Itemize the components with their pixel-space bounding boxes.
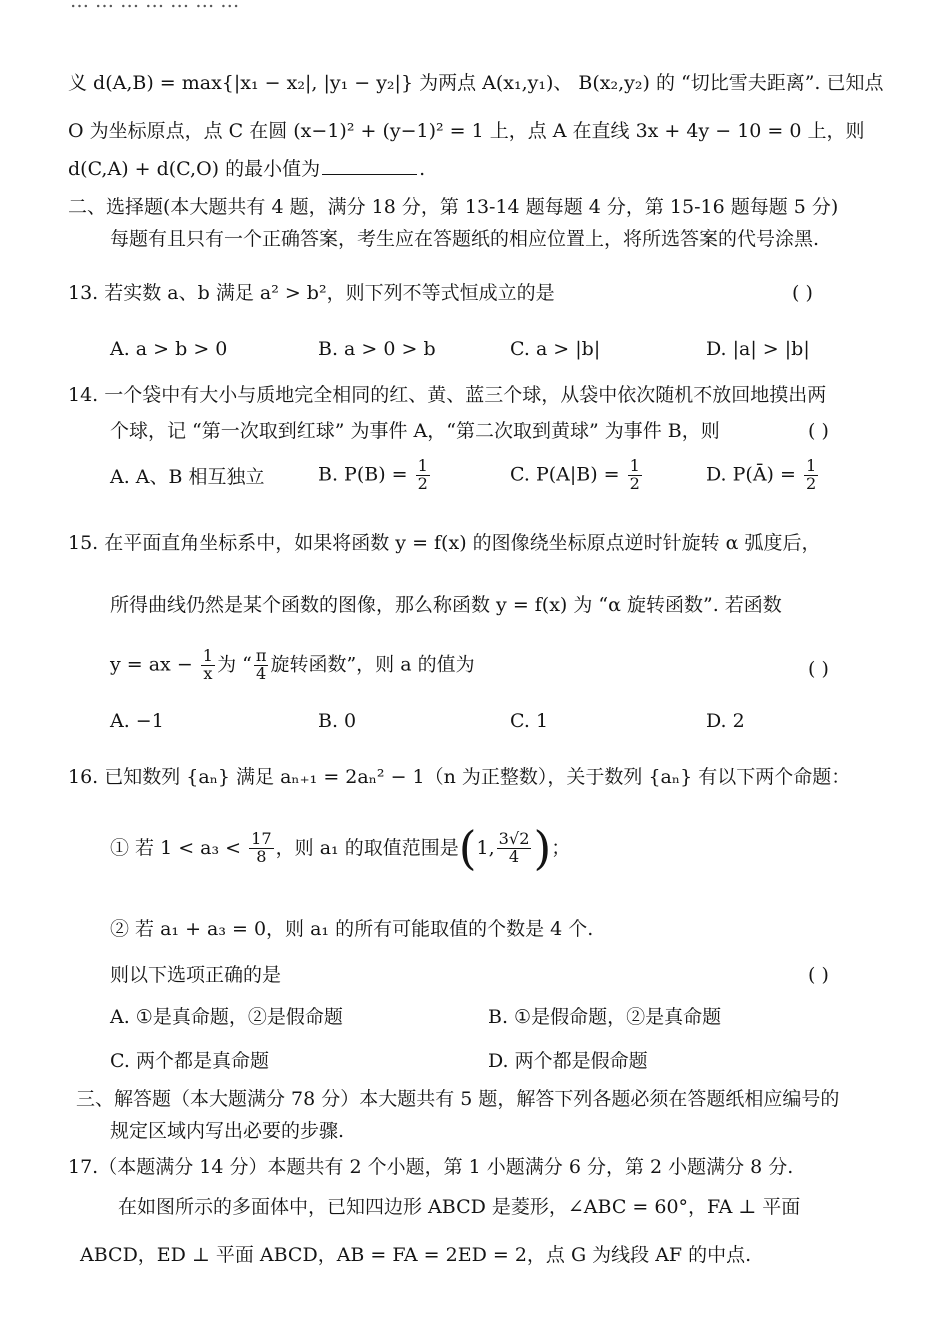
q14-option-a: A. A、B 相互独立 [110, 466, 265, 488]
q13-option-c: C. a > |b| [510, 338, 601, 360]
q16-proposition-1 [110, 822, 571, 875]
intro-line-3 [68, 156, 425, 181]
q15-line-3-end: 旋转函数”，则 a 的值为 [270, 653, 475, 676]
fraction-17-over-8 [249, 831, 274, 866]
cut-off-top-line [0, 0, 950, 28]
fraction-denominator: 8 [256, 847, 267, 867]
intro-line-2: O 为坐标原点，点 C 在圆 (x−1)² + (y−1)² = 1 上，点 A 在直线 3x + 4y − 10 = 0 上，则 [68, 120, 865, 142]
section-3-heading-2: 规定区域内写出必要的步骤. [110, 1120, 345, 1142]
q16-p1-mid: ，则 a₁ 的取值范围是 [275, 836, 459, 859]
q15-option-b: B. 0 [318, 710, 357, 732]
cut-off-text: … … … … … … … [70, 0, 240, 12]
fraction-denominator: 2 [629, 473, 640, 493]
interval-left-paren: ( [458, 822, 477, 875]
interval-left-endpoint: 1, [476, 836, 495, 859]
q13-stem: 13. 若实数 a、b 满足 a² > b²，则下列不等式恒成立的是 [68, 282, 555, 304]
fraction-one-half [416, 458, 430, 493]
answer-blank [322, 156, 417, 175]
q14-option-b-text: B. P(B) = [318, 463, 408, 486]
fraction-denominator: 2 [805, 473, 817, 493]
q15-option-d: D. 2 [706, 710, 745, 732]
fraction-numerator: 3√2 [498, 829, 530, 849]
interval-right-paren: ) [533, 822, 552, 875]
fraction-denominator: 4 [256, 663, 267, 683]
q16-option-d: D. 两个都是假命题 [488, 1050, 648, 1072]
fraction-numerator: 1 [202, 646, 214, 665]
fraction-denominator: 4 [508, 847, 520, 867]
intro-line-3-text: d(C,A) + d(C,O) 的最小值为 [68, 158, 321, 180]
q13-option-b: B. a > 0 > b [318, 338, 436, 360]
q16-ask: 则以下选项正确的是 [110, 964, 282, 986]
q16-option-c: C. 两个都是真命题 [110, 1050, 269, 1072]
q14-option-b [318, 458, 432, 493]
q15-line-3-mid: 为 “ [217, 653, 252, 676]
q14-option-c-text: C. P(A|B) = [510, 463, 620, 486]
q13-option-a: A. a > b > 0 [110, 338, 228, 360]
q14-option-d-text: D. P(Ā) = [706, 463, 796, 486]
q17-line-2: 在如图所示的多面体中，已知四边形 ABCD 是菱形，∠ABC = 60°，FA ⊥ 平面 [118, 1196, 801, 1218]
section-2-note: 每题有且只有一个正确答案，考生应在答题纸的相应位置上，将所选答案的代号涂黑. [110, 228, 820, 250]
fraction-denominator: 2 [417, 473, 428, 493]
fraction-pi-over-4 [254, 648, 269, 683]
fraction-numerator: 1 [805, 456, 817, 475]
q16-p1-end: ； [551, 836, 571, 859]
fraction-one-half [804, 458, 818, 493]
q17-line-3: ABCD，ED ⊥ 平面 ABCD，AB = FA = 2ED = 2，点 G 为线段 AF 的中点. [80, 1244, 752, 1266]
fraction-numerator: 1 [417, 456, 428, 475]
q16-answer-paren: ( ) [808, 964, 829, 986]
q15-option-a: A. −1 [110, 710, 164, 732]
q16-stem: 16. 已知数列 {aₙ} 满足 aₙ₊₁ = 2aₙ² − 1（n 为正整数），关于数列 {aₙ} 有以下两个命题： [68, 766, 851, 788]
q15-answer-paren: ( ) [808, 658, 829, 680]
q14-stem-line-1: 14. 一个袋中有大小与质地完全相同的红、黄、蓝三个球，从袋中依次随机不放回地摸出两 [68, 384, 827, 406]
intro-line-1: 义 d(A,B) = max{|x₁ − x₂|, |y₁ − y₂|} 为两点 A(x₁,y₁)、 B(x₂,y₂) 的 “切比雪夫距离”. 已知点 [68, 72, 884, 94]
q14-option-c [510, 458, 644, 493]
q15-stem-line-1: 15. 在平面直角坐标系中，如果将函数 y = f(x) 的图像绕坐标原点逆时针旋转 α 弧度后， [68, 532, 821, 554]
q16-option-a: A. ①是真命题，②是假命题 [110, 1006, 343, 1028]
intro-line-3-end: . [419, 158, 426, 180]
fraction-numerator: π [255, 646, 267, 665]
q15-line-3-start: y = ax − [110, 653, 193, 676]
fraction-numerator: 1 [629, 456, 640, 475]
section-3-heading: 三、解答题（本大题满分 78 分）本大题共有 5 题，解答下列各题必须在答题纸相应编号的 [76, 1088, 840, 1110]
q17-header: 17.（本题满分 14 分）本题共有 2 个小题，第 1 小题满分 6 分，第 2 小题满分 8 分. [68, 1156, 794, 1178]
fraction-3-root-2-over-4 [497, 831, 532, 866]
q16-option-b: B. ①是假命题，②是真命题 [488, 1006, 722, 1028]
section-2-heading: 二、选择题(本大题共有 4 题，满分 18 分，第 13-14 题每题 4 分，第 15-16 题每题 5 分) [68, 196, 839, 218]
q15-stem-line-2: 所得曲线仍然是某个函数的图像，那么称函数 y = f(x) 为 “α 旋转函数”. 若函数 [110, 594, 782, 616]
fraction-denominator: x [203, 663, 213, 683]
q16-p1-start: ① 若 1 < a₃ < [110, 836, 242, 859]
q14-stem-line-2: 个球，记 “第一次取到红球” 为事件 A，“第二次取到黄球” 为事件 B，则 [110, 420, 720, 442]
q14-answer-paren: ( ) [808, 420, 829, 442]
fraction-one-over-x [201, 648, 215, 683]
q13-option-d: D. |a| > |b| [706, 338, 810, 360]
q15-option-c: C. 1 [510, 710, 549, 732]
q13-answer-paren: ( ) [792, 282, 813, 304]
q16-proposition-2: ② 若 a₁ + a₃ = 0，则 a₁ 的所有可能取值的个数是 4 个. [110, 918, 594, 940]
q14-option-d [706, 458, 820, 493]
fraction-numerator: 17 [251, 829, 272, 849]
q15-stem-line-3 [110, 648, 475, 683]
fraction-one-half [628, 458, 642, 493]
